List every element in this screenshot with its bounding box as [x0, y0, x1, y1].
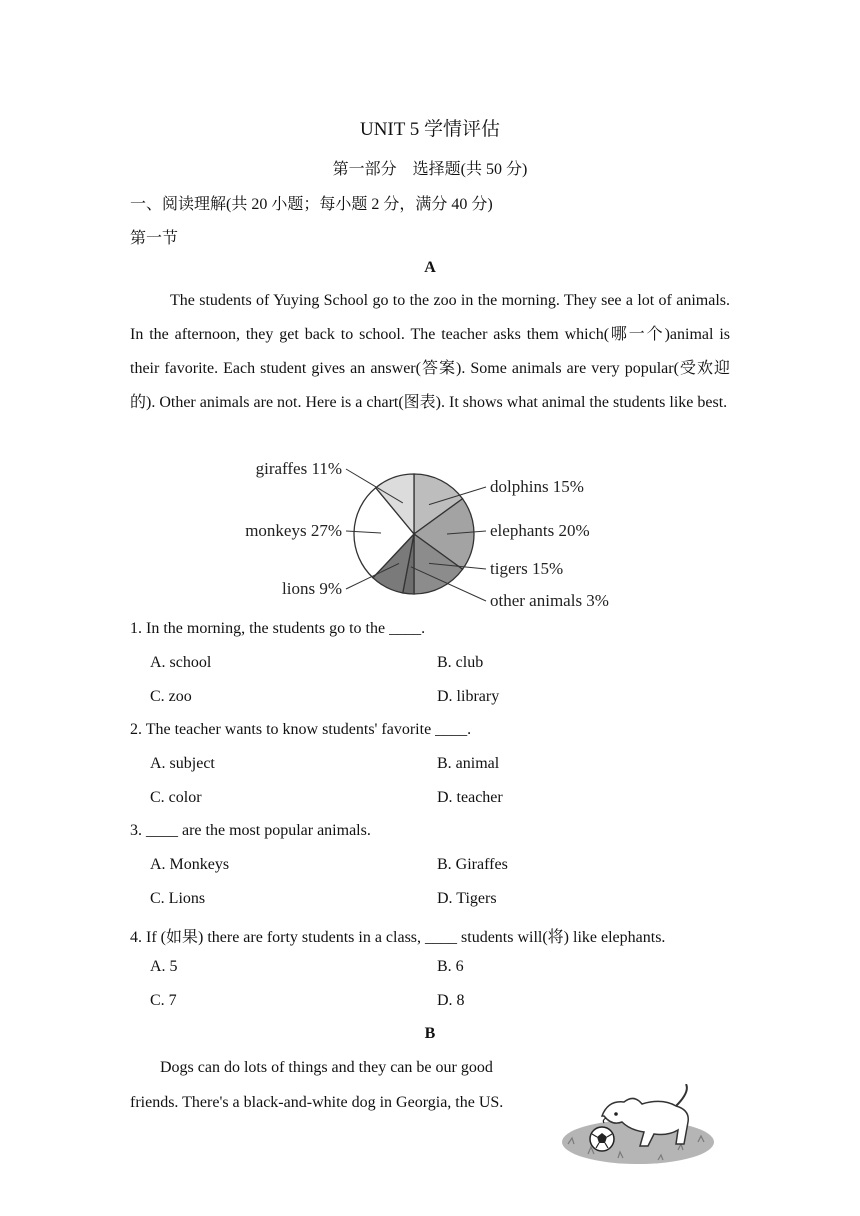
subsection-heading: 第一节 — [130, 230, 179, 247]
pie-label-elephants: elephants 20% — [490, 521, 590, 540]
pie-label-dolphins: dolphins 15% — [490, 477, 584, 496]
q1-option-d[interactable]: D. library — [437, 688, 500, 705]
q2-option-b[interactable]: B. animal — [437, 755, 500, 772]
pie-chart — [0, 455, 860, 615]
pie-label-other-animals: other animals 3% — [490, 591, 609, 610]
passage-a-text: The students of Yuying School go to the zoo in the morning. They see a lot of animals. In the afternoon, they get back to school. The teacher asks them which(哪一个)animal is their favorite. Each student gives an answer(答案). Some animals are very popular(受欢迎的). Other animals are not. Here is a chart(图表). It shows what animal the students like best. — [130, 292, 730, 411]
q1-option-b[interactable]: B. club — [437, 654, 484, 671]
q3-option-d[interactable]: D. Tigers — [437, 890, 497, 907]
page-title: UNIT 5 学情评估 — [359, 119, 501, 140]
question-1-stem: 1. In the morning, the students go to the ____. — [130, 620, 426, 637]
passage-b-line-1: Dogs can do lots of things and they can be our good — [160, 1059, 493, 1076]
q2-option-a[interactable]: A. subject — [150, 755, 215, 772]
q4-option-b[interactable]: B. 6 — [437, 958, 464, 975]
q4-option-c[interactable]: C. 7 — [150, 992, 177, 1009]
question-2-stem: 2. The teacher wants to know students' favorite ____. — [130, 721, 472, 738]
q4-option-a[interactable]: A. 5 — [150, 958, 178, 975]
passage-b-line-2: friends. There's a black-and-white dog in Georgia, the US. — [130, 1094, 504, 1111]
part-heading: 第一部分 选择题(共 50 分) — [332, 161, 528, 178]
q3-option-a[interactable]: A. Monkeys — [150, 856, 230, 873]
q2-option-c[interactable]: C. color — [150, 789, 202, 806]
question-4-stem: 4. If (如果) there are forty students in a class, ____ students will(将) like elephants. — [130, 929, 666, 946]
section-heading: 一、阅读理解(共 20 小题；每小题 2 分，满分 40 分) — [130, 196, 493, 213]
question-3-stem: 3. ____ are the most popular animals. — [130, 822, 371, 839]
q4-option-d[interactable]: D. 8 — [437, 992, 465, 1009]
dog-with-ball-illustration — [558, 1084, 718, 1174]
q3-option-c[interactable]: C. Lions — [150, 890, 206, 907]
q1-option-c[interactable]: C. zoo — [150, 688, 192, 705]
passage-b-label: B — [424, 1025, 436, 1042]
q2-option-d[interactable]: D. teacher — [437, 789, 503, 806]
pie-label-tigers: tigers 15% — [490, 559, 564, 578]
pie-label-monkeys: monkeys 27% — [245, 521, 342, 540]
passage-a-label: A — [424, 259, 436, 276]
q3-option-b[interactable]: B. Giraffes — [437, 856, 508, 873]
pie-label-giraffes: giraffes 11% — [255, 459, 342, 478]
q1-option-a[interactable]: A. school — [150, 654, 212, 671]
pie-label-lions: lions 9% — [282, 579, 342, 598]
